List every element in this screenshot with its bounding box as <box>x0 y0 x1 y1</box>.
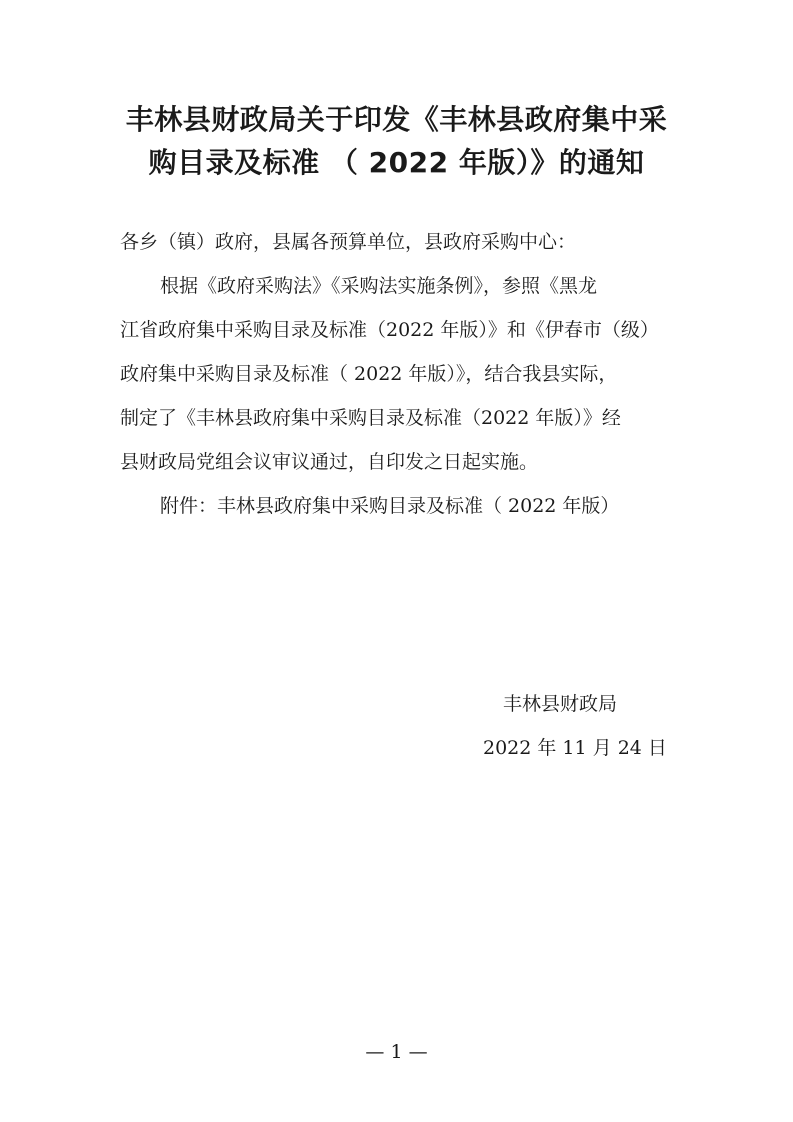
document-title-line-2: 购目录及标准 （ 2022 年版）》的通知 <box>148 146 645 179</box>
body-line: 江省政府集中采购目录及标准（2022 年版）》和《伊春市（级） <box>120 319 659 341</box>
salutation: 各乡（镇）政府，县属各预算单位，县政府采购中心： <box>120 231 577 253</box>
body-line: 根据《政府采购法》《采购法实施条例》，参照《黑龙 <box>160 275 598 297</box>
body-line: 县财政局党组会议审议通过，自印发之日起实施。 <box>120 451 539 473</box>
attachment-line: 附件：丰林县政府集中采购目录及标准（ 2022 年版） <box>160 495 620 517</box>
body-line: 制定了《丰林县政府集中采购目录及标准（2022 年版）》经 <box>120 407 621 429</box>
signature-date: 2022 年 11 月 24 日 <box>483 737 667 759</box>
body-line: 政府集中采购目录及标准（ 2022 年版）》，结合我县实际， <box>120 363 618 385</box>
signature-organization: 丰林县财政局 <box>503 693 618 715</box>
document-title-line-1: 丰林县财政局关于印发《丰林县政府集中采 <box>125 103 668 136</box>
page-number: — 1 — <box>365 1041 428 1063</box>
